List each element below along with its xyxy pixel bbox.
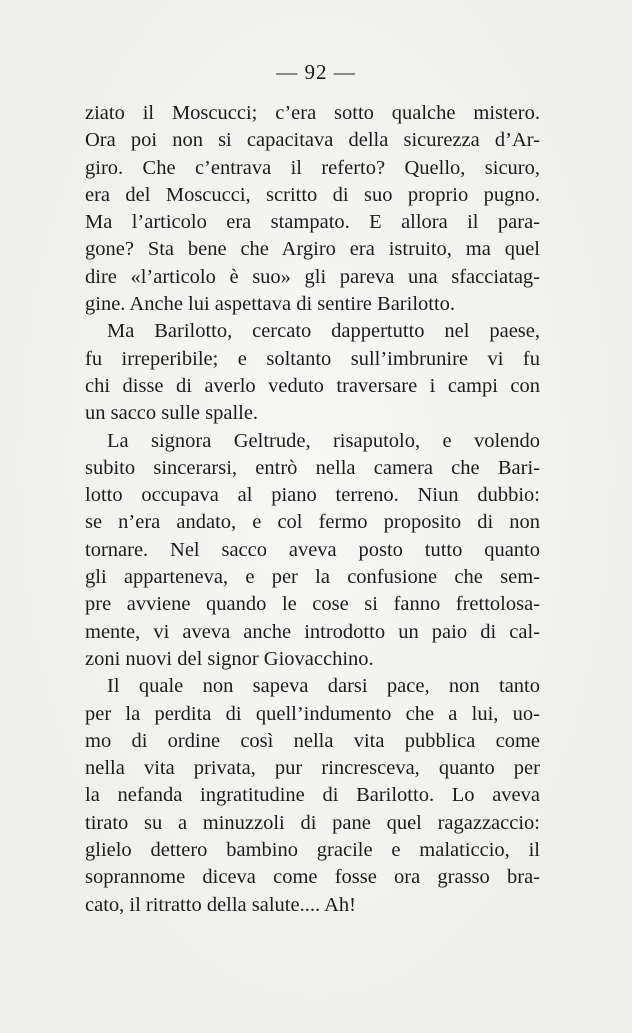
- text-line: se n’era andato, e col fermo proposito di non: [85, 511, 540, 534]
- text-line: La signora Geltrude, risaputolo, e volendo: [107, 429, 540, 452]
- text-line: tirato su a minuzzoli di pane quel ragazzaccio:: [85, 811, 540, 834]
- text-line: Ma l’articolo era stampato. E allora il para-: [85, 211, 540, 234]
- text-line: mo di ordine così nella vita pubblica come: [85, 729, 540, 752]
- text-line: un sacco sulle spalle.: [85, 402, 259, 425]
- text-line: gone? Sta bene che Argiro era istruito, ma quel: [85, 238, 540, 261]
- text-line: glielo dettero bambino gracile e malaticcio, il: [85, 839, 540, 862]
- text-line: fu irreperibile; e soltanto sull’imbrunire vi fu: [85, 347, 540, 370]
- text-line: mente, vi aveva anche introdotto un paio di cal-: [85, 620, 540, 643]
- text-line: tornare. Nel sacco aveva posto tutto quanto: [85, 538, 540, 561]
- text-line: gine. Anche lui aspettava di sentire Barilotto.: [85, 293, 456, 316]
- body-text: [85, 100, 540, 919]
- text-line: cato, il ritratto della salute.... Ah!: [85, 893, 356, 916]
- text-line: gli apparteneva, e per la confusione che sem-: [85, 566, 540, 589]
- text-line: zoni nuovi del signor Giovacchino.: [85, 647, 374, 670]
- text-line: soprannome diceva come fosse ora grasso bra-: [85, 866, 540, 889]
- text-line: chi disse di averlo veduto traversare i campi con: [85, 374, 540, 397]
- text-line: giro. Che c’entrava il referto? Quello, sicuro,: [85, 156, 540, 179]
- text-line: lotto occupava al piano terreno. Niun dubbio:: [85, 484, 540, 507]
- text-line: Ma Barilotto, cercato dappertutto nel paese,: [107, 320, 540, 343]
- text-line: pre avviene quando le cose si fanno frettolosa-: [85, 593, 540, 616]
- text-line: dire «l’articolo è suo» gli pareva una sfacciatag-: [85, 265, 540, 288]
- text-line: per la perdita di quell’indumento che a lui, uo-: [85, 702, 540, 725]
- text-line: subito sincerarsi, entrò nella camera che Bari-: [85, 456, 540, 479]
- text-line: nella vita privata, pur rincresceva, quanto per: [85, 757, 540, 780]
- text-line: Il quale non sapeva darsi pace, non tanto: [107, 675, 540, 698]
- text-line: ziato il Moscucci; c’era sotto qualche mistero.: [85, 102, 540, 124]
- page-number: — 92 —: [276, 60, 356, 84]
- text-line: era del Moscucci, scritto di suo proprio pugno.: [85, 183, 540, 206]
- text-line: Ora poi non si capacitava della sicurezza d’Ar-: [85, 129, 540, 152]
- text-line: la nefanda ingratitudine di Barilotto. Lo aveva: [85, 784, 540, 807]
